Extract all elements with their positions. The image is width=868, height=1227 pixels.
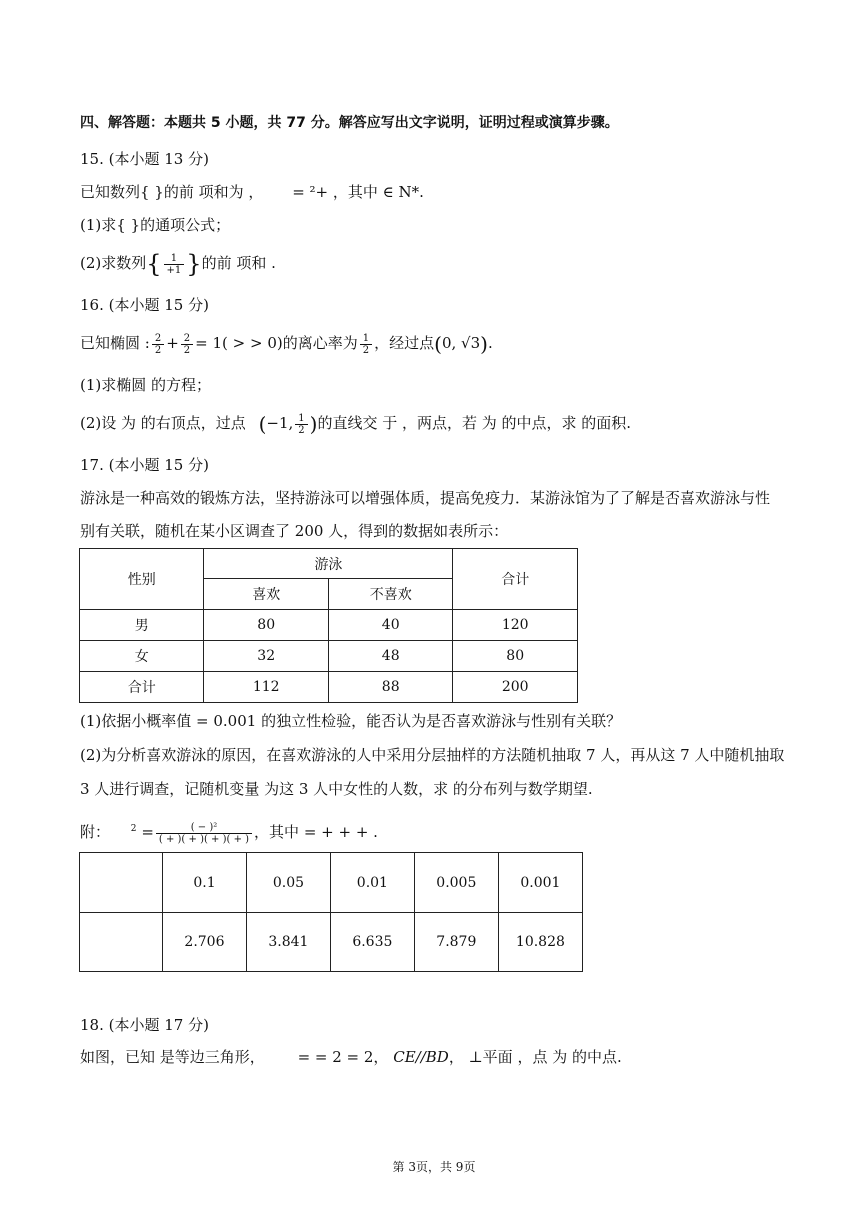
left-brace: { — [146, 250, 162, 278]
q16-p2-b: 的直线交 于 ，两点，若 为 的中点，求 的面积. — [317, 414, 632, 432]
q16-ecc: $\frac{1}{2}$ — [360, 333, 372, 356]
q16-header: 16. (本小题 15 分) — [80, 296, 209, 314]
appendix-label: 附： — [80, 823, 111, 841]
q16-stmt-d: . — [487, 334, 493, 352]
table-row — [80, 853, 583, 913]
q17-part2-line2: 3 人进行调查，记随机变量 为这 3 人中女性的人数，求 的分布列与数学期望. — [80, 780, 593, 798]
x-cell: 6.635 — [330, 913, 414, 972]
appendix-fraction: $\frac{\text{( − )²}}{( + )( + )( + )( + )}$ — [156, 822, 252, 845]
header-gender: 性别 — [80, 549, 204, 610]
q18-stmt-a: 如图，已知 是等边三角形， — [80, 1048, 265, 1066]
row-label: 合计 — [80, 672, 204, 703]
q16-statement: 已知椭圆 : $\frac{2}{2}$ + $\frac{2}{2}$ = 1( > > 0)的离心率为 $\frac{1}{2}$ ，经过点(0, √3). — [80, 332, 493, 356]
q18-statement — [80, 1046, 622, 1068]
q15-statement — [80, 181, 424, 203]
q16-part1: (1)求椭圆 的方程； — [80, 376, 212, 394]
header-like: 喜欢 — [204, 579, 329, 610]
alpha-cell: 0.01 — [330, 853, 414, 913]
row-label: 男 — [80, 610, 204, 641]
table-row — [80, 672, 578, 703]
cell-total: 80 — [453, 641, 578, 672]
appendix-sup: 2 — [130, 824, 137, 834]
header-total: 合计 — [453, 549, 578, 610]
q16-p2-point: −1, — [266, 414, 294, 432]
appendix-b: ，其中 = + + + . — [254, 823, 378, 841]
q15-header: 15. (本小题 13 分) — [80, 150, 209, 168]
q18-stmt-c: ， ⊥平面 ，点 为 的中点. — [448, 1048, 622, 1066]
right-brace: } — [186, 250, 202, 278]
cell-like: 112 — [204, 672, 329, 703]
x-cell: 2.706 — [163, 913, 247, 972]
q17-para1: 游泳是一种高效的锻炼方法，坚持游泳可以增强体质，提高免疫力．某游泳馆为了了解是否喜欢游泳与性 — [80, 489, 771, 507]
q15-fraction: $\frac{1}{+1}$ — [164, 253, 185, 276]
q15-part1: (1)求{ }的通项公式； — [80, 216, 231, 234]
table-row — [80, 641, 578, 672]
alpha-cell: 0.05 — [246, 853, 330, 913]
q16-part2: (2)设 为 的右顶点，过点 (−1, $\frac{1}{2}$ )的直线交 于 ，两点，若 为 的中点，求 的面积. — [80, 412, 632, 436]
q16-stmt-a: 已知椭圆 : — [80, 334, 150, 352]
survey-table — [79, 548, 578, 703]
x-cell: 7.879 — [414, 913, 498, 972]
q16-plus: + — [166, 334, 179, 352]
cell-dislike: 40 — [328, 610, 452, 641]
alpha-cell: 0.1 — [163, 853, 247, 913]
q16-frac1: $\frac{2}{2}$ — [152, 333, 164, 356]
q16-point: 0, √3 — [441, 334, 481, 352]
q16-p2-a: (2)设 为 的右顶点，过点 — [80, 414, 246, 432]
q16-p2-frac: $\frac{1}{2}$ — [295, 413, 307, 436]
cell-total: 200 — [453, 672, 578, 703]
q17-appendix — [80, 818, 378, 845]
q18-ce-bd: CE//BD — [393, 1048, 449, 1066]
q15-p2-b: 的前 项和 . — [201, 254, 276, 272]
table-row — [80, 610, 578, 641]
q17-part1: (1)依据小概率值 = 0.001 的独立性检验，能否认为是否喜欢游泳与性别有关联？ — [80, 712, 622, 730]
section-title: 四、解答题：本题共 5 小题，共 77 分。解答应写出文字说明，证明过程或演算步骤。 — [80, 115, 619, 131]
q15-part2 — [80, 252, 276, 276]
appendix-eq: = — [141, 823, 154, 841]
cell-total: 120 — [453, 610, 578, 641]
header-swim: 游泳 — [204, 549, 453, 579]
q18-stmt-b: = = 2 = 2， — [297, 1048, 389, 1066]
q18-header: 18. (本小题 17 分) — [80, 1016, 209, 1034]
x-cell: 3.841 — [246, 913, 330, 972]
page-footer: 第 3页，共 9页 — [392, 1160, 476, 1174]
cell-dislike: 48 — [328, 641, 452, 672]
q16-stmt-b: = 1( > > 0)的离心率为 — [195, 334, 358, 352]
x-cell: 10.828 — [498, 913, 582, 972]
row-label: 女 — [80, 641, 204, 672]
q15-stmt-b: = ²+ ，其中 ∈ N*. — [292, 183, 424, 201]
cell-dislike: 88 — [328, 672, 452, 703]
cell-like: 80 — [204, 610, 329, 641]
q16-frac2: $\frac{2}{2}$ — [181, 333, 193, 356]
alpha-cell: 0.001 — [498, 853, 582, 913]
alpha-label-cell — [80, 853, 163, 913]
q17-header: 17. (本小题 15 分) — [80, 456, 209, 474]
q17-part2-line1: (2)为分析喜欢游泳的原因，在喜欢游泳的人中采用分层抽样的方法随机抽取 7 人，再从这 7 人中随机抽取 — [80, 746, 785, 764]
table-row — [80, 913, 583, 972]
x-label-cell — [80, 913, 163, 972]
cell-like: 32 — [204, 641, 329, 672]
header-dislike: 不喜欢 — [328, 579, 452, 610]
q15-p2-a: (2)求数列 — [80, 254, 147, 272]
q16-stmt-c: ，经过点 — [374, 334, 435, 352]
q17-para2: 别有关联，随机在某小区调查了 200 人，得到的数据如表所示： — [80, 522, 509, 540]
alpha-cell: 0.005 — [414, 853, 498, 913]
q15-stmt-a: 已知数列{ }的前 项和为 ， — [80, 183, 264, 201]
critical-value-table — [79, 852, 583, 972]
